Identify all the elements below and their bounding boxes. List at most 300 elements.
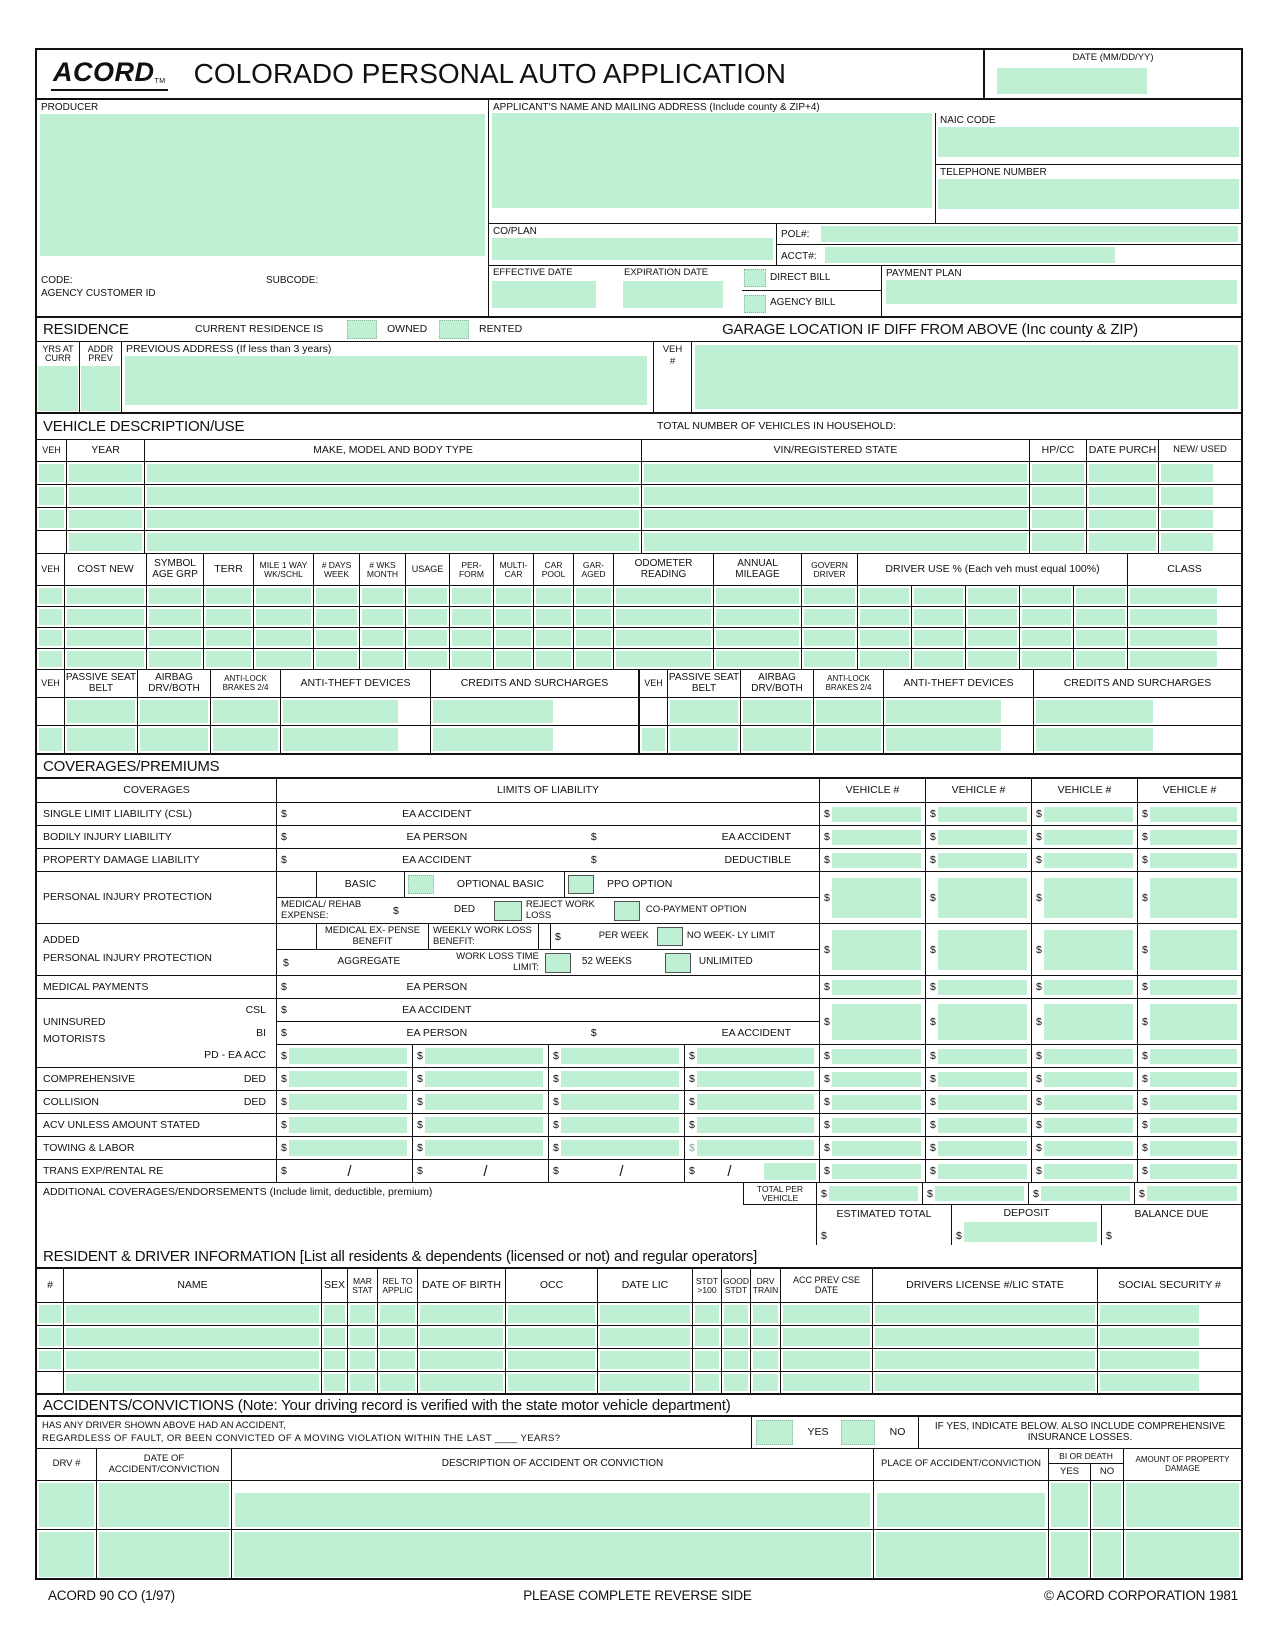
make-model-field[interactable] bbox=[147, 533, 639, 551]
deductible-field[interactable] bbox=[697, 1094, 814, 1110]
drv-train-field[interactable] bbox=[753, 1374, 778, 1391]
premium-field[interactable] bbox=[938, 980, 1027, 995]
antitheft-field[interactable] bbox=[283, 700, 398, 723]
premium-field[interactable] bbox=[1150, 1095, 1237, 1110]
pip-ppo-checkbox[interactable] bbox=[568, 875, 594, 894]
payment-plan-field[interactable] bbox=[886, 280, 1237, 304]
coplan-field[interactable] bbox=[492, 238, 773, 260]
driver-use-field[interactable] bbox=[1022, 609, 1071, 625]
drv-train-field[interactable] bbox=[753, 1351, 778, 1369]
stdt-100-field[interactable] bbox=[695, 1374, 719, 1391]
driver-use-field[interactable] bbox=[914, 630, 963, 646]
amount-field[interactable] bbox=[289, 1117, 407, 1133]
odometer-field[interactable] bbox=[616, 609, 711, 625]
mileage-field[interactable] bbox=[256, 651, 311, 667]
date-of-birth-field[interactable] bbox=[420, 1328, 503, 1346]
applicant-name-field[interactable] bbox=[492, 113, 932, 208]
premium-field[interactable] bbox=[1044, 1072, 1133, 1087]
expiration-date-field[interactable] bbox=[623, 281, 723, 308]
driver-use-field[interactable] bbox=[1022, 651, 1071, 667]
deductible-field[interactable] bbox=[425, 1094, 543, 1110]
driver-use-field[interactable] bbox=[860, 630, 909, 646]
apip-unlimited-checkbox[interactable] bbox=[665, 953, 691, 973]
new-used-field[interactable] bbox=[1161, 464, 1213, 482]
rel-to-applic-field[interactable] bbox=[380, 1305, 415, 1323]
make-model-field[interactable] bbox=[147, 510, 639, 528]
antilock-field[interactable] bbox=[816, 700, 881, 723]
driver-use-field[interactable] bbox=[1076, 630, 1125, 646]
premium-field[interactable] bbox=[832, 1004, 921, 1040]
premium-field[interactable] bbox=[832, 1072, 921, 1087]
days-week-field[interactable] bbox=[316, 609, 357, 625]
driver-use-field[interactable] bbox=[968, 651, 1017, 667]
credits-field[interactable] bbox=[433, 700, 553, 723]
acc-place-field[interactable] bbox=[876, 1532, 1046, 1577]
deductible-field[interactable] bbox=[425, 1071, 543, 1087]
accident-no-checkbox[interactable] bbox=[841, 1420, 875, 1445]
effective-date-field[interactable] bbox=[492, 281, 596, 308]
premium-field[interactable] bbox=[1150, 1118, 1237, 1133]
telephone-field[interactable] bbox=[938, 179, 1239, 209]
premium-field[interactable] bbox=[832, 980, 921, 995]
premium-field[interactable] bbox=[1044, 830, 1133, 845]
driver-use-field[interactable] bbox=[1022, 630, 1071, 646]
premium-field[interactable] bbox=[1150, 807, 1237, 822]
veh-number-field[interactable] bbox=[39, 487, 64, 505]
perform-field[interactable] bbox=[452, 630, 491, 646]
driver-use-field[interactable] bbox=[968, 630, 1017, 646]
driver-use-field[interactable] bbox=[860, 588, 909, 604]
amount-field[interactable] bbox=[425, 1140, 543, 1156]
driver-use-field[interactable] bbox=[914, 588, 963, 604]
amount-field[interactable] bbox=[764, 1163, 816, 1180]
sex-field[interactable] bbox=[324, 1351, 345, 1369]
govern-driver-field[interactable] bbox=[804, 630, 855, 646]
premium-field[interactable] bbox=[938, 853, 1027, 868]
rel-to-applic-field[interactable] bbox=[380, 1328, 415, 1346]
ssn-field[interactable] bbox=[1100, 1328, 1199, 1346]
cost-new-field[interactable] bbox=[67, 609, 144, 625]
acc-date-field[interactable] bbox=[99, 1532, 229, 1577]
odometer-field[interactable] bbox=[616, 630, 711, 646]
usage-field[interactable] bbox=[408, 651, 447, 667]
premium-field[interactable] bbox=[938, 807, 1027, 822]
date-purch-field[interactable] bbox=[1089, 464, 1156, 482]
limit-field[interactable] bbox=[425, 1048, 543, 1064]
pip-copayment-checkbox[interactable] bbox=[614, 901, 640, 921]
premium-field[interactable] bbox=[832, 1141, 921, 1156]
total-premium-field[interactable] bbox=[1041, 1186, 1130, 1201]
terr-field[interactable] bbox=[206, 651, 251, 667]
total-premium-field[interactable] bbox=[1147, 1186, 1237, 1201]
acc-prev-field[interactable] bbox=[783, 1351, 870, 1369]
limit-field[interactable] bbox=[289, 1048, 407, 1064]
premium-field[interactable] bbox=[1150, 1049, 1237, 1064]
wks-month-field[interactable] bbox=[362, 651, 403, 667]
date-of-birth-field[interactable] bbox=[420, 1374, 503, 1391]
perform-field[interactable] bbox=[452, 588, 491, 604]
symbol-age-field[interactable] bbox=[149, 588, 201, 604]
class-field[interactable] bbox=[1130, 651, 1217, 667]
good-stdt-field[interactable] bbox=[724, 1305, 748, 1323]
deductible-field[interactable] bbox=[561, 1094, 679, 1110]
acc-date-field[interactable] bbox=[99, 1483, 229, 1527]
antitheft-field[interactable] bbox=[283, 728, 398, 751]
wks-month-field[interactable] bbox=[362, 609, 403, 625]
addr-prev-field[interactable] bbox=[81, 366, 120, 411]
drivers-license-field[interactable] bbox=[875, 1328, 1095, 1346]
premium-field[interactable] bbox=[1150, 830, 1237, 845]
acc-bi-yes-field[interactable] bbox=[1051, 1532, 1088, 1577]
make-model-field[interactable] bbox=[147, 487, 639, 505]
garage-location-field[interactable] bbox=[695, 345, 1238, 409]
premium-field[interactable] bbox=[1044, 1004, 1133, 1040]
new-used-field[interactable] bbox=[1161, 510, 1213, 528]
vin-field[interactable] bbox=[644, 510, 1027, 528]
car-pool-field[interactable] bbox=[536, 588, 571, 604]
symbol-age-field[interactable] bbox=[149, 609, 201, 625]
mar-stat-field[interactable] bbox=[350, 1305, 375, 1323]
amount-field[interactable] bbox=[561, 1140, 679, 1156]
deductible-field[interactable] bbox=[289, 1071, 407, 1087]
premium-field[interactable] bbox=[1044, 1164, 1133, 1179]
hpcc-field[interactable] bbox=[1032, 510, 1084, 528]
annual-mileage-field[interactable] bbox=[716, 609, 799, 625]
premium-field[interactable] bbox=[1044, 980, 1133, 995]
premium-field[interactable] bbox=[938, 1072, 1027, 1087]
acc-amount-field[interactable] bbox=[1126, 1483, 1239, 1527]
multi-car-field[interactable] bbox=[496, 630, 531, 646]
days-week-field[interactable] bbox=[316, 651, 357, 667]
sex-field[interactable] bbox=[324, 1328, 345, 1346]
acc-prev-field[interactable] bbox=[783, 1328, 870, 1346]
usage-field[interactable] bbox=[408, 609, 447, 625]
mar-stat-field[interactable] bbox=[350, 1374, 375, 1391]
good-stdt-field[interactable] bbox=[724, 1351, 748, 1369]
premium-field[interactable] bbox=[1150, 1072, 1237, 1087]
account-number-field[interactable] bbox=[825, 247, 1115, 263]
premium-field[interactable] bbox=[1044, 878, 1133, 918]
mar-stat-field[interactable] bbox=[350, 1328, 375, 1346]
premium-field[interactable] bbox=[1044, 1141, 1133, 1156]
garaged-field[interactable] bbox=[576, 651, 611, 667]
occ-field[interactable] bbox=[508, 1351, 595, 1369]
veh-number-field[interactable] bbox=[39, 510, 64, 528]
premium-field[interactable] bbox=[1150, 980, 1237, 995]
additional-coverages-writing-area[interactable] bbox=[37, 1205, 816, 1245]
airbag-field[interactable] bbox=[743, 700, 811, 723]
driver-use-field[interactable] bbox=[860, 651, 909, 667]
sex-field[interactable] bbox=[324, 1305, 345, 1323]
apip-no-weekly-checkbox[interactable] bbox=[657, 927, 683, 946]
credits-field[interactable] bbox=[1036, 700, 1153, 723]
airbag-field[interactable] bbox=[140, 728, 208, 751]
ssn-field[interactable] bbox=[1100, 1351, 1199, 1369]
premium-field[interactable] bbox=[832, 1118, 921, 1133]
policy-number-field[interactable] bbox=[821, 226, 1238, 242]
driver-use-field[interactable] bbox=[1076, 588, 1125, 604]
accident-yes-checkbox[interactable] bbox=[756, 1420, 793, 1445]
terr-field[interactable] bbox=[206, 588, 251, 604]
premium-field[interactable] bbox=[938, 1004, 1027, 1040]
occ-field[interactable] bbox=[508, 1305, 595, 1323]
limit-field[interactable] bbox=[561, 1048, 679, 1064]
premium-field[interactable] bbox=[832, 1095, 921, 1110]
rel-to-applic-field[interactable] bbox=[380, 1351, 415, 1369]
car-pool-field[interactable] bbox=[536, 651, 571, 667]
year-field[interactable] bbox=[69, 533, 142, 551]
terr-field[interactable] bbox=[206, 630, 251, 646]
amount-field[interactable] bbox=[289, 1140, 407, 1156]
premium-field[interactable] bbox=[1150, 853, 1237, 868]
ssn-field[interactable] bbox=[1100, 1305, 1199, 1323]
terr-field[interactable] bbox=[206, 609, 251, 625]
new-used-field[interactable] bbox=[1161, 533, 1213, 551]
acc-prev-field[interactable] bbox=[783, 1305, 870, 1323]
deductible-field[interactable] bbox=[289, 1094, 407, 1110]
date-field[interactable] bbox=[997, 68, 1147, 94]
rel-to-applic-field[interactable] bbox=[380, 1374, 415, 1391]
car-pool-field[interactable] bbox=[536, 609, 571, 625]
premium-field[interactable] bbox=[938, 830, 1027, 845]
premium-field[interactable] bbox=[938, 1095, 1027, 1110]
deductible-field[interactable] bbox=[697, 1071, 814, 1087]
multi-car-field[interactable] bbox=[496, 588, 531, 604]
symbol-age-field[interactable] bbox=[149, 651, 201, 667]
driver-use-field[interactable] bbox=[914, 651, 963, 667]
multi-car-field[interactable] bbox=[496, 651, 531, 667]
name-field[interactable] bbox=[66, 1328, 319, 1346]
govern-driver-field[interactable] bbox=[804, 651, 855, 667]
antilock-field[interactable] bbox=[213, 700, 278, 723]
govern-driver-field[interactable] bbox=[804, 609, 855, 625]
hpcc-field[interactable] bbox=[1032, 533, 1084, 551]
name-field[interactable] bbox=[66, 1305, 319, 1323]
annual-mileage-field[interactable] bbox=[716, 588, 799, 604]
premium-field[interactable] bbox=[938, 1141, 1027, 1156]
driver-num-field[interactable] bbox=[39, 1305, 61, 1323]
premium-field[interactable] bbox=[1150, 1141, 1237, 1156]
veh-number-field[interactable] bbox=[39, 630, 62, 646]
passive-belt-field[interactable] bbox=[67, 728, 135, 751]
year-field[interactable] bbox=[69, 510, 142, 528]
garaged-field[interactable] bbox=[576, 609, 611, 625]
usage-field[interactable] bbox=[408, 588, 447, 604]
date-of-birth-field[interactable] bbox=[420, 1351, 503, 1369]
govern-driver-field[interactable] bbox=[804, 588, 855, 604]
stdt-100-field[interactable] bbox=[695, 1305, 719, 1323]
date-lic-field[interactable] bbox=[600, 1374, 690, 1391]
agency-bill-checkbox[interactable] bbox=[744, 295, 766, 313]
mileage-field[interactable] bbox=[256, 609, 311, 625]
total-premium-field[interactable] bbox=[829, 1186, 918, 1201]
hpcc-field[interactable] bbox=[1032, 464, 1084, 482]
driver-num-field[interactable] bbox=[39, 1328, 61, 1346]
premium-field[interactable] bbox=[1044, 853, 1133, 868]
sex-field[interactable] bbox=[324, 1374, 345, 1391]
amount-field[interactable] bbox=[697, 1117, 814, 1133]
producer-field[interactable] bbox=[40, 114, 485, 256]
ssn-field[interactable] bbox=[1100, 1374, 1199, 1391]
acc-bi-yes-field[interactable] bbox=[1051, 1483, 1088, 1527]
pip-basic-checkbox[interactable] bbox=[408, 875, 434, 894]
previous-address-field[interactable] bbox=[125, 356, 647, 405]
drivers-license-field[interactable] bbox=[875, 1374, 1095, 1391]
airbag-field[interactable] bbox=[743, 728, 811, 751]
owned-checkbox[interactable] bbox=[347, 320, 377, 339]
occ-field[interactable] bbox=[508, 1328, 595, 1346]
premium-field[interactable] bbox=[1150, 1004, 1237, 1040]
stdt-100-field[interactable] bbox=[695, 1328, 719, 1346]
driver-use-field[interactable] bbox=[1076, 651, 1125, 667]
driver-use-field[interactable] bbox=[968, 588, 1017, 604]
occ-field[interactable] bbox=[508, 1374, 595, 1391]
cost-new-field[interactable] bbox=[67, 588, 144, 604]
direct-bill-checkbox[interactable] bbox=[744, 269, 766, 287]
drv-train-field[interactable] bbox=[753, 1328, 778, 1346]
wks-month-field[interactable] bbox=[362, 588, 403, 604]
drivers-license-field[interactable] bbox=[875, 1305, 1095, 1323]
vin-field[interactable] bbox=[644, 464, 1027, 482]
date-purch-field[interactable] bbox=[1089, 510, 1156, 528]
veh-number-field[interactable] bbox=[39, 588, 62, 604]
driver-use-field[interactable] bbox=[968, 609, 1017, 625]
veh-number-field[interactable] bbox=[642, 728, 665, 751]
antitheft-field[interactable] bbox=[886, 728, 1001, 751]
perform-field[interactable] bbox=[452, 651, 491, 667]
class-field[interactable] bbox=[1130, 630, 1217, 646]
driver-use-field[interactable] bbox=[914, 609, 963, 625]
acc-prev-field[interactable] bbox=[783, 1374, 870, 1391]
date-purch-field[interactable] bbox=[1089, 533, 1156, 551]
antitheft-field[interactable] bbox=[886, 700, 1001, 723]
acc-bi-no-field[interactable] bbox=[1093, 1532, 1121, 1577]
drv-train-field[interactable] bbox=[753, 1305, 778, 1323]
good-stdt-field[interactable] bbox=[724, 1328, 748, 1346]
premium-field[interactable] bbox=[1150, 1164, 1237, 1179]
hpcc-field[interactable] bbox=[1032, 487, 1084, 505]
yrs-at-curr-field[interactable] bbox=[38, 366, 78, 411]
class-field[interactable] bbox=[1130, 588, 1217, 604]
premium-field[interactable] bbox=[1150, 878, 1237, 918]
acc-place-field[interactable] bbox=[877, 1493, 1045, 1527]
mar-stat-field[interactable] bbox=[350, 1351, 375, 1369]
acc-drv-field[interactable] bbox=[39, 1532, 94, 1577]
premium-field[interactable] bbox=[1044, 807, 1133, 822]
driver-num-field[interactable] bbox=[39, 1351, 61, 1369]
name-field[interactable] bbox=[66, 1374, 319, 1391]
premium-field[interactable] bbox=[1150, 930, 1237, 970]
days-week-field[interactable] bbox=[316, 588, 357, 604]
acc-bi-no-field[interactable] bbox=[1093, 1483, 1121, 1527]
deposit-field[interactable] bbox=[964, 1222, 1097, 1242]
veh-number-field[interactable] bbox=[39, 728, 62, 751]
symbol-age-field[interactable] bbox=[149, 630, 201, 646]
date-lic-field[interactable] bbox=[600, 1328, 690, 1346]
odometer-field[interactable] bbox=[616, 588, 711, 604]
premium-field[interactable] bbox=[938, 1118, 1027, 1133]
make-model-field[interactable] bbox=[147, 464, 639, 482]
annual-mileage-field[interactable] bbox=[716, 630, 799, 646]
premium-field[interactable] bbox=[832, 878, 921, 918]
acc-description-field[interactable] bbox=[235, 1493, 870, 1527]
driver-use-field[interactable] bbox=[1076, 609, 1125, 625]
airbag-field[interactable] bbox=[140, 700, 208, 723]
premium-field[interactable] bbox=[938, 878, 1027, 918]
veh-number-field[interactable] bbox=[39, 609, 62, 625]
premium-field[interactable] bbox=[1044, 1049, 1133, 1064]
credits-field[interactable] bbox=[433, 728, 553, 751]
credits-field[interactable] bbox=[1036, 728, 1153, 751]
antilock-field[interactable] bbox=[213, 728, 278, 751]
amount-field[interactable] bbox=[425, 1117, 543, 1133]
acc-drv-field[interactable] bbox=[39, 1483, 94, 1527]
year-field[interactable] bbox=[69, 487, 142, 505]
vin-field[interactable] bbox=[644, 487, 1027, 505]
amount-field[interactable] bbox=[561, 1117, 679, 1133]
antilock-field[interactable] bbox=[816, 728, 881, 751]
mileage-field[interactable] bbox=[256, 630, 311, 646]
name-field[interactable] bbox=[66, 1351, 319, 1369]
date-purch-field[interactable] bbox=[1089, 487, 1156, 505]
passive-belt-field[interactable] bbox=[670, 728, 738, 751]
drivers-license-field[interactable] bbox=[875, 1351, 1095, 1369]
cost-new-field[interactable] bbox=[67, 630, 144, 646]
car-pool-field[interactable] bbox=[536, 630, 571, 646]
garaged-field[interactable] bbox=[576, 630, 611, 646]
multi-car-field[interactable] bbox=[496, 609, 531, 625]
date-lic-field[interactable] bbox=[600, 1305, 690, 1323]
year-field[interactable] bbox=[69, 464, 142, 482]
premium-field[interactable] bbox=[832, 853, 921, 868]
wks-month-field[interactable] bbox=[362, 630, 403, 646]
driver-use-field[interactable] bbox=[1022, 588, 1071, 604]
premium-field[interactable] bbox=[938, 930, 1027, 970]
stdt-100-field[interactable] bbox=[695, 1351, 719, 1369]
class-field[interactable] bbox=[1130, 609, 1217, 625]
premium-field[interactable] bbox=[938, 1164, 1027, 1179]
days-week-field[interactable] bbox=[316, 630, 357, 646]
acc-amount-field[interactable] bbox=[1126, 1532, 1239, 1577]
premium-field[interactable] bbox=[1044, 1095, 1133, 1110]
mileage-field[interactable] bbox=[256, 588, 311, 604]
premium-field[interactable] bbox=[1044, 930, 1133, 970]
date-of-birth-field[interactable] bbox=[420, 1305, 503, 1323]
naic-field[interactable] bbox=[938, 127, 1239, 157]
premium-field[interactable] bbox=[832, 807, 921, 822]
premium-field[interactable] bbox=[938, 1049, 1027, 1064]
perform-field[interactable] bbox=[452, 609, 491, 625]
garaged-field[interactable] bbox=[576, 588, 611, 604]
pip-reject-checkbox[interactable] bbox=[494, 901, 522, 921]
driver-use-field[interactable] bbox=[860, 609, 909, 625]
total-premium-field[interactable] bbox=[935, 1186, 1024, 1201]
new-used-field[interactable] bbox=[1161, 487, 1213, 505]
good-stdt-field[interactable] bbox=[724, 1374, 748, 1391]
premium-field[interactable] bbox=[832, 1164, 921, 1179]
veh-number-field[interactable] bbox=[39, 651, 62, 667]
date-lic-field[interactable] bbox=[600, 1351, 690, 1369]
limit-field[interactable] bbox=[697, 1048, 814, 1064]
annual-mileage-field[interactable] bbox=[716, 651, 799, 667]
odometer-field[interactable] bbox=[616, 651, 711, 667]
passive-belt-field[interactable] bbox=[670, 700, 738, 723]
apip-52weeks-checkbox[interactable] bbox=[545, 953, 571, 973]
acc-description-field[interactable] bbox=[234, 1532, 871, 1577]
veh-number-field[interactable] bbox=[39, 464, 64, 482]
premium-field[interactable] bbox=[832, 930, 921, 970]
rented-checkbox[interactable] bbox=[439, 320, 469, 339]
